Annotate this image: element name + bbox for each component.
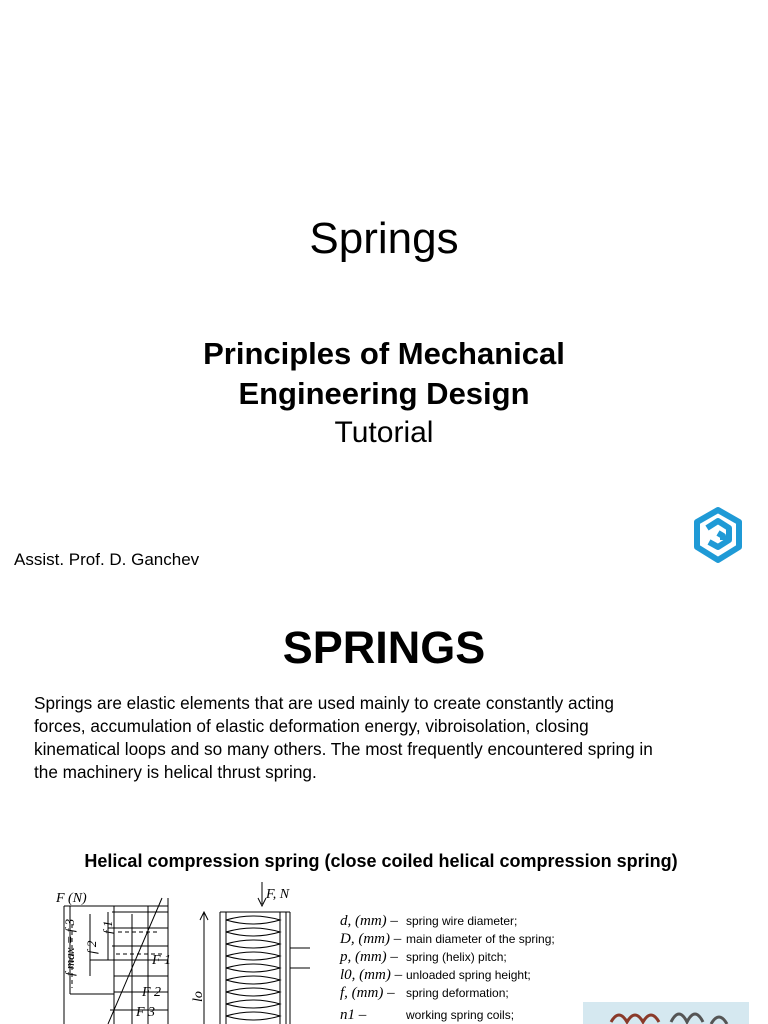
- force-deflection-diagram: [50, 884, 190, 1024]
- university-logo-icon: [692, 506, 744, 564]
- legend-text: unloaded spring height;: [406, 968, 531, 982]
- legend-row: [340, 984, 630, 1002]
- label-F2: F 2: [142, 985, 162, 1000]
- legend-text: spring (helix) pitch;: [406, 950, 507, 964]
- legend-symbol: p, (mm) –: [340, 949, 398, 965]
- slide-title: Springs: [309, 214, 459, 263]
- intro-paragraph: [34, 692, 764, 784]
- legend-symbol: l0, (mm) –: [340, 967, 403, 983]
- legend-symbol: n1 –: [340, 1007, 367, 1023]
- legend-row: [340, 948, 630, 966]
- author-name: Assist. Prof. D. Ganchev: [14, 550, 200, 569]
- label-f1: f 1: [100, 920, 115, 934]
- label-lo: lo: [191, 991, 206, 1002]
- legend-text: working spring coils;: [406, 1008, 515, 1022]
- paragraph-line: the machinery is helical thrust spring.: [34, 762, 317, 782]
- legend-symbol: D, (mm) –: [340, 931, 402, 947]
- subtitle-line-2: Engineering Design: [238, 376, 530, 411]
- spring-drawing: [190, 878, 340, 1024]
- legend-text: spring deformation;: [406, 986, 509, 1000]
- section-heading: SPRINGS: [282, 622, 486, 673]
- label-f-axis: F (N): [56, 891, 87, 906]
- subtitle-line-1: Principles of Mechanical: [203, 336, 565, 371]
- spring-photo-illustration: [583, 1002, 749, 1024]
- paragraph-line: kinematical loops and so many others. The most frequently encountered spring in: [34, 739, 653, 759]
- label-f2: f 2: [84, 940, 99, 954]
- slide-subtitle: [0, 334, 768, 414]
- subtitle-tutorial: Tutorial: [334, 416, 434, 449]
- label-load: F, N: [266, 887, 290, 902]
- legend-symbol: f, (mm) –: [340, 985, 395, 1001]
- paragraph-line: forces, accumulation of elastic deformation energy, vibroisolation, closing: [34, 716, 589, 736]
- legend-row: [340, 930, 630, 948]
- figure-heading: Helical compression spring (close coiled helical compression spring): [84, 851, 678, 871]
- legend-row: [340, 966, 630, 984]
- paragraph-line: Springs are elastic elements that are used mainly to create constantly acting: [34, 693, 614, 713]
- spring-photo: [583, 1002, 749, 1024]
- legend-text: main diameter of the spring;: [406, 932, 555, 946]
- label-fmax: f max = f 3: [62, 918, 77, 976]
- legend-text: spring wire diameter;: [406, 914, 518, 928]
- label-F3: F 3: [136, 1005, 156, 1020]
- legend-row: [340, 912, 630, 930]
- legend-symbol: d, (mm) –: [340, 913, 398, 929]
- label-F1: F 1: [152, 953, 172, 968]
